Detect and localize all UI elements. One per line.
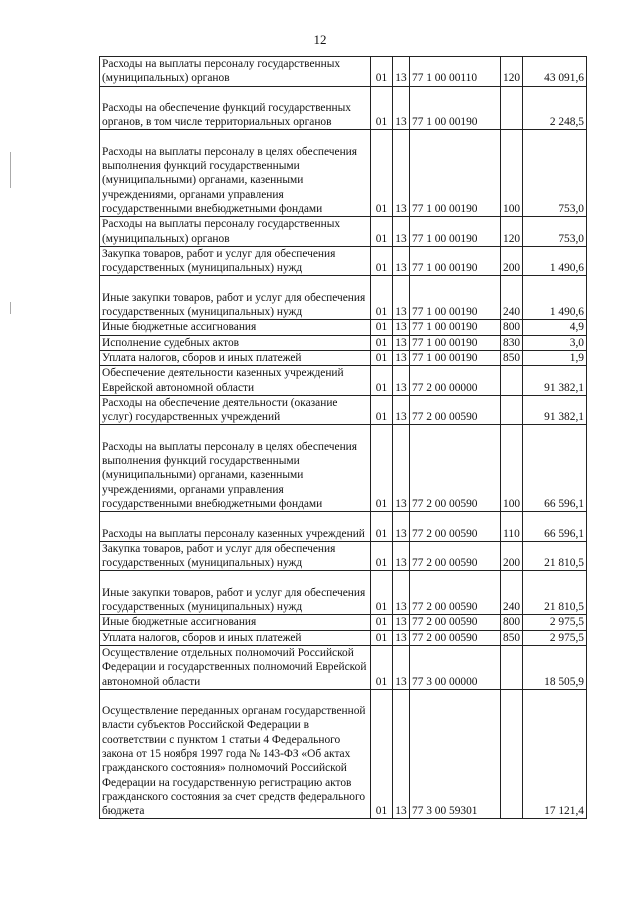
amount-cell	[523, 571, 587, 615]
expense-type-code: 240	[503, 601, 521, 614]
amount-cell	[523, 276, 587, 320]
expense-type-code: 120	[503, 72, 521, 85]
section-code: 01	[375, 202, 388, 215]
expense-type-code-cell	[501, 217, 523, 247]
subsection-code-cell	[393, 246, 410, 276]
subsection-code-cell	[393, 395, 410, 425]
target-article-code: 77 1 00 00190	[412, 321, 478, 334]
amount-cell	[523, 645, 587, 689]
subsection-code: 13	[395, 675, 407, 688]
target-article-code: 77 1 00 00190	[412, 262, 478, 275]
subsection-code: 13	[395, 527, 407, 540]
table-row	[100, 320, 587, 335]
amount-cell	[523, 689, 587, 819]
subsection-code-cell	[393, 86, 410, 130]
section-code: 01	[375, 497, 388, 510]
amount: 1 490,6	[549, 262, 584, 275]
section-code-cell	[371, 276, 393, 320]
table-row	[100, 425, 587, 512]
table-row	[100, 335, 587, 350]
expense-name: Уплата налогов, сборов и иных платежей	[102, 631, 302, 644]
amount: 17 121,4	[544, 805, 584, 818]
expense-type-code: 850	[503, 351, 521, 364]
target-article-code: 77 2 00 00590	[412, 497, 478, 510]
expense-name-cell	[100, 615, 371, 630]
target-article-code: 77 1 00 00110	[412, 72, 478, 85]
table-row	[100, 246, 587, 276]
subsection-code-cell	[393, 366, 410, 396]
section-code: 01	[375, 336, 388, 349]
target-article-code: 77 1 00 00190	[412, 202, 478, 215]
section-code: 01	[375, 351, 388, 364]
target-article-code-cell	[410, 86, 501, 130]
expense-name-cell	[100, 425, 371, 512]
expense-type-code-cell	[501, 571, 523, 615]
subsection-code: 13	[395, 202, 407, 215]
target-article-code: 77 3 00 59301	[412, 805, 478, 818]
section-code: 01	[375, 631, 388, 644]
expense-name: Иные бюджетные ассигнования	[102, 616, 257, 629]
expense-name: Расходы на выплаты персоналу в целях обеспечения выполнения функций государственными (муниципальными) органами, казенными учреждениями, органами управления государственными внебюджетными фондами	[102, 145, 358, 215]
section-code: 01	[375, 616, 388, 629]
target-article-code: 77 1 00 00190	[412, 232, 478, 245]
amount-cell	[523, 615, 587, 630]
expense-type-code-cell	[501, 689, 523, 819]
expense-name-cell	[100, 276, 371, 320]
subsection-code-cell	[393, 630, 410, 645]
expense-type-code-cell	[501, 615, 523, 630]
section-code-cell	[371, 645, 393, 689]
amount: 91 382,1	[544, 411, 584, 424]
target-article-code: 77 2 00 00590	[412, 557, 478, 570]
expense-type-code: 120	[503, 232, 521, 245]
section-code-cell	[371, 246, 393, 276]
expense-type-code-cell	[501, 512, 523, 542]
budget-table	[99, 56, 587, 819]
target-article-code-cell	[410, 615, 501, 630]
target-article-code-cell	[410, 689, 501, 819]
expense-type-code-cell	[501, 335, 523, 350]
amount: 1,9	[569, 351, 584, 364]
expense-name: Расходы на выплаты персоналу казенных учреждений	[102, 527, 365, 540]
expense-type-code-cell	[501, 57, 523, 87]
expense-name-cell	[100, 217, 371, 247]
expense-type-code-cell	[501, 246, 523, 276]
section-code-cell	[371, 350, 393, 365]
subsection-code: 13	[395, 411, 407, 424]
amount: 753,0	[558, 232, 584, 245]
expense-type-code-cell	[501, 320, 523, 335]
expense-name: Осуществление отдельных полномочий Российской Федерации и государственных полномочий Еврейской автономной области	[102, 646, 367, 688]
expense-name-cell	[100, 366, 371, 396]
target-article-code-cell	[410, 366, 501, 396]
subsection-code: 13	[395, 601, 407, 614]
expense-name: Иные бюджетные ассигнования	[102, 321, 257, 334]
amount: 43 091,6	[544, 72, 584, 85]
section-code-cell	[371, 57, 393, 87]
expense-type-code-cell	[501, 395, 523, 425]
target-article-code: 77 2 00 00000	[412, 381, 478, 394]
target-article-code-cell	[410, 130, 501, 217]
target-article-code-cell	[410, 541, 501, 571]
target-article-code-cell	[410, 512, 501, 542]
expense-name: Закупка товаров, работ и услуг для обеспечения государственных (муниципальных) нужд	[102, 542, 336, 570]
subsection-code-cell	[393, 512, 410, 542]
expense-name: Расходы на выплаты персоналу государственных (муниципальных) органов	[102, 218, 341, 245]
expense-name: Иные закупки товаров, работ и услуг для обеспечения государственных (муниципальных) нужд	[102, 291, 366, 319]
amount: 91 382,1	[544, 381, 584, 394]
table-row	[100, 541, 587, 571]
amount: 2 975,5	[549, 616, 584, 629]
expense-name: Расходы на выплаты персоналу государственных (муниципальных) органов	[102, 58, 341, 85]
amount-cell	[523, 395, 587, 425]
section-code: 01	[375, 527, 388, 540]
subsection-code-cell	[393, 217, 410, 247]
expense-type-code: 850	[503, 631, 521, 644]
expense-type-code: 240	[503, 306, 521, 319]
target-article-code-cell	[410, 425, 501, 512]
target-article-code-cell	[410, 630, 501, 645]
expense-name-cell	[100, 335, 371, 350]
target-article-code-cell	[410, 645, 501, 689]
expense-type-code-cell	[501, 130, 523, 217]
expense-type-code-cell	[501, 425, 523, 512]
section-code: 01	[375, 381, 388, 394]
expense-name: Расходы на обеспечение деятельности (оказание услуг) государственных учреждений	[102, 396, 338, 424]
table-row	[100, 130, 587, 217]
amount: 753,0	[558, 202, 584, 215]
subsection-code-cell	[393, 615, 410, 630]
amount-cell	[523, 246, 587, 276]
section-code-cell	[371, 130, 393, 217]
section-code-cell	[371, 366, 393, 396]
amount: 21 810,5	[544, 557, 584, 570]
amount: 4,9	[569, 321, 584, 334]
expense-name-cell	[100, 571, 371, 615]
amount: 66 596,1	[544, 497, 584, 510]
expense-type-code-cell	[501, 541, 523, 571]
subsection-code: 13	[395, 616, 407, 629]
table-row	[100, 350, 587, 365]
expense-type-code-cell	[501, 645, 523, 689]
subsection-code-cell	[393, 350, 410, 365]
section-code-cell	[371, 320, 393, 335]
subsection-code: 13	[395, 116, 407, 129]
table-row	[100, 689, 587, 819]
amount-cell	[523, 366, 587, 396]
amount-cell	[523, 335, 587, 350]
section-code-cell	[371, 217, 393, 247]
amount: 1 490,6	[549, 306, 584, 319]
subsection-code-cell	[393, 320, 410, 335]
table-row	[100, 217, 587, 247]
target-article-code: 77 2 00 00590	[412, 527, 478, 540]
subsection-code: 13	[395, 351, 407, 364]
target-article-code-cell	[410, 350, 501, 365]
section-code-cell	[371, 571, 393, 615]
section-code: 01	[375, 262, 388, 275]
section-code: 01	[375, 557, 388, 570]
section-code: 01	[375, 601, 388, 614]
section-code-cell	[371, 86, 393, 130]
subsection-code: 13	[395, 631, 407, 644]
amount: 66 596,1	[544, 527, 584, 540]
subsection-code: 13	[395, 262, 407, 275]
subsection-code-cell	[393, 689, 410, 819]
subsection-code: 13	[395, 321, 407, 334]
subsection-code: 13	[395, 232, 407, 245]
expense-type-code: 800	[503, 616, 521, 629]
subsection-code: 13	[395, 381, 407, 394]
expense-name-cell	[100, 86, 371, 130]
page-number: 12	[313, 32, 327, 47]
expense-type-code-cell	[501, 350, 523, 365]
section-code: 01	[375, 411, 388, 424]
table-row	[100, 276, 587, 320]
amount-cell	[523, 512, 587, 542]
subsection-code: 13	[395, 72, 407, 85]
expense-name-cell	[100, 350, 371, 365]
subsection-code: 13	[395, 306, 407, 319]
target-article-code: 77 1 00 00190	[412, 306, 478, 319]
target-article-code-cell	[410, 217, 501, 247]
table-row	[100, 57, 587, 87]
expense-name-cell	[100, 630, 371, 645]
expense-name-cell	[100, 320, 371, 335]
target-article-code: 77 3 00 00000	[412, 675, 478, 688]
margin-mark	[10, 302, 11, 314]
amount: 18 505,9	[544, 675, 584, 688]
expense-name-cell	[100, 689, 371, 819]
expense-type-code-cell	[501, 276, 523, 320]
section-code: 01	[375, 321, 388, 334]
target-article-code: 77 1 00 00190	[412, 336, 478, 349]
expense-name-cell	[100, 395, 371, 425]
target-article-code-cell	[410, 246, 501, 276]
expense-type-code: 830	[503, 336, 521, 349]
table-row	[100, 395, 587, 425]
section-code-cell	[371, 335, 393, 350]
expense-name-cell	[100, 541, 371, 571]
amount: 3,0	[569, 336, 584, 349]
table-row	[100, 571, 587, 615]
expense-name: Уплата налогов, сборов и иных платежей	[102, 351, 302, 364]
amount-cell	[523, 350, 587, 365]
amount: 2 248,5	[549, 116, 584, 129]
section-code-cell	[371, 541, 393, 571]
subsection-code-cell	[393, 571, 410, 615]
target-article-code-cell	[410, 335, 501, 350]
target-article-code: 77 2 00 00590	[412, 601, 478, 614]
amount-cell	[523, 425, 587, 512]
amount-cell	[523, 57, 587, 87]
subsection-code-cell	[393, 541, 410, 571]
target-article-code: 77 2 00 00590	[412, 616, 478, 629]
expense-type-code: 100	[503, 202, 521, 215]
target-article-code: 77 2 00 00590	[412, 631, 478, 644]
expense-name-cell	[100, 130, 371, 217]
amount-cell	[523, 86, 587, 130]
expense-name: Исполнение судебных актов	[102, 336, 240, 349]
subsection-code: 13	[395, 557, 407, 570]
section-code: 01	[375, 72, 388, 85]
section-code-cell	[371, 630, 393, 645]
subsection-code: 13	[395, 805, 407, 818]
expense-name-cell	[100, 57, 371, 87]
amount-cell	[523, 320, 587, 335]
section-code: 01	[375, 675, 388, 688]
target-article-code-cell	[410, 395, 501, 425]
subsection-code: 13	[395, 336, 407, 349]
expense-type-code-cell	[501, 630, 523, 645]
amount: 2 975,5	[549, 631, 584, 644]
subsection-code-cell	[393, 335, 410, 350]
expense-name: Расходы на обеспечение функций государственных органов, в том числе территориальных органов	[102, 101, 351, 129]
section-code: 01	[375, 232, 388, 245]
table-row	[100, 645, 587, 689]
expense-type-code-cell	[501, 366, 523, 396]
expense-name: Осуществление переданных органам государственной власти субъектов Российской Федерации в соответствии с пунктом 1 статьи 4 Федерального закона от 15 ноября 1997 года № 143-ФЗ «Об актах гражданского состояния» полномочий Российской Федерации на государственную регистрацию актов гражданского состояния за счет средств федерального бюджета	[102, 705, 366, 818]
subsection-code-cell	[393, 130, 410, 217]
expense-name: Расходы на выплаты персоналу в целях обеспечения выполнения функций государственными (муниципальными) органами, казенными учреждениями, органами управления государственными внебюджетными фондами	[102, 440, 358, 510]
expense-name: Обеспечение деятельности казенных учреждений Еврейской автономной области	[102, 367, 344, 394]
amount-cell	[523, 541, 587, 571]
section-code: 01	[375, 116, 388, 129]
section-code-cell	[371, 425, 393, 512]
amount: 21 810,5	[544, 601, 584, 614]
table-row	[100, 512, 587, 542]
margin-mark	[10, 152, 11, 188]
subsection-code-cell	[393, 425, 410, 512]
expense-type-code: 200	[503, 262, 521, 275]
table-row	[100, 366, 587, 396]
section-code: 01	[375, 805, 388, 818]
expense-type-code-cell	[501, 86, 523, 130]
target-article-code-cell	[410, 276, 501, 320]
expense-type-code: 100	[503, 497, 521, 510]
section-code-cell	[371, 615, 393, 630]
section-code: 01	[375, 306, 388, 319]
section-code-cell	[371, 395, 393, 425]
table-row	[100, 86, 587, 130]
expense-type-code: 200	[503, 557, 521, 570]
subsection-code-cell	[393, 57, 410, 87]
target-article-code-cell	[410, 57, 501, 87]
expense-name-cell	[100, 512, 371, 542]
budget-table-body	[100, 57, 587, 819]
subsection-code-cell	[393, 276, 410, 320]
subsection-code: 13	[395, 497, 407, 510]
target-article-code: 77 2 00 00590	[412, 411, 478, 424]
section-code-cell	[371, 512, 393, 542]
section-code-cell	[371, 689, 393, 819]
target-article-code-cell	[410, 571, 501, 615]
subsection-code-cell	[393, 645, 410, 689]
target-article-code: 77 1 00 00190	[412, 116, 478, 129]
expense-name-cell	[100, 246, 371, 276]
target-article-code-cell	[410, 320, 501, 335]
amount-cell	[523, 630, 587, 645]
table-row	[100, 630, 587, 645]
expense-type-code: 110	[503, 527, 520, 540]
expense-name-cell	[100, 645, 371, 689]
amount-cell	[523, 130, 587, 217]
expense-type-code: 800	[503, 321, 521, 334]
expense-name: Иные закупки товаров, работ и услуг для обеспечения государственных (муниципальных) нужд	[102, 586, 366, 614]
target-article-code: 77 1 00 00190	[412, 351, 478, 364]
amount-cell	[523, 217, 587, 247]
table-row	[100, 615, 587, 630]
expense-name: Закупка товаров, работ и услуг для обеспечения государственных (муниципальных) нужд	[102, 247, 336, 275]
